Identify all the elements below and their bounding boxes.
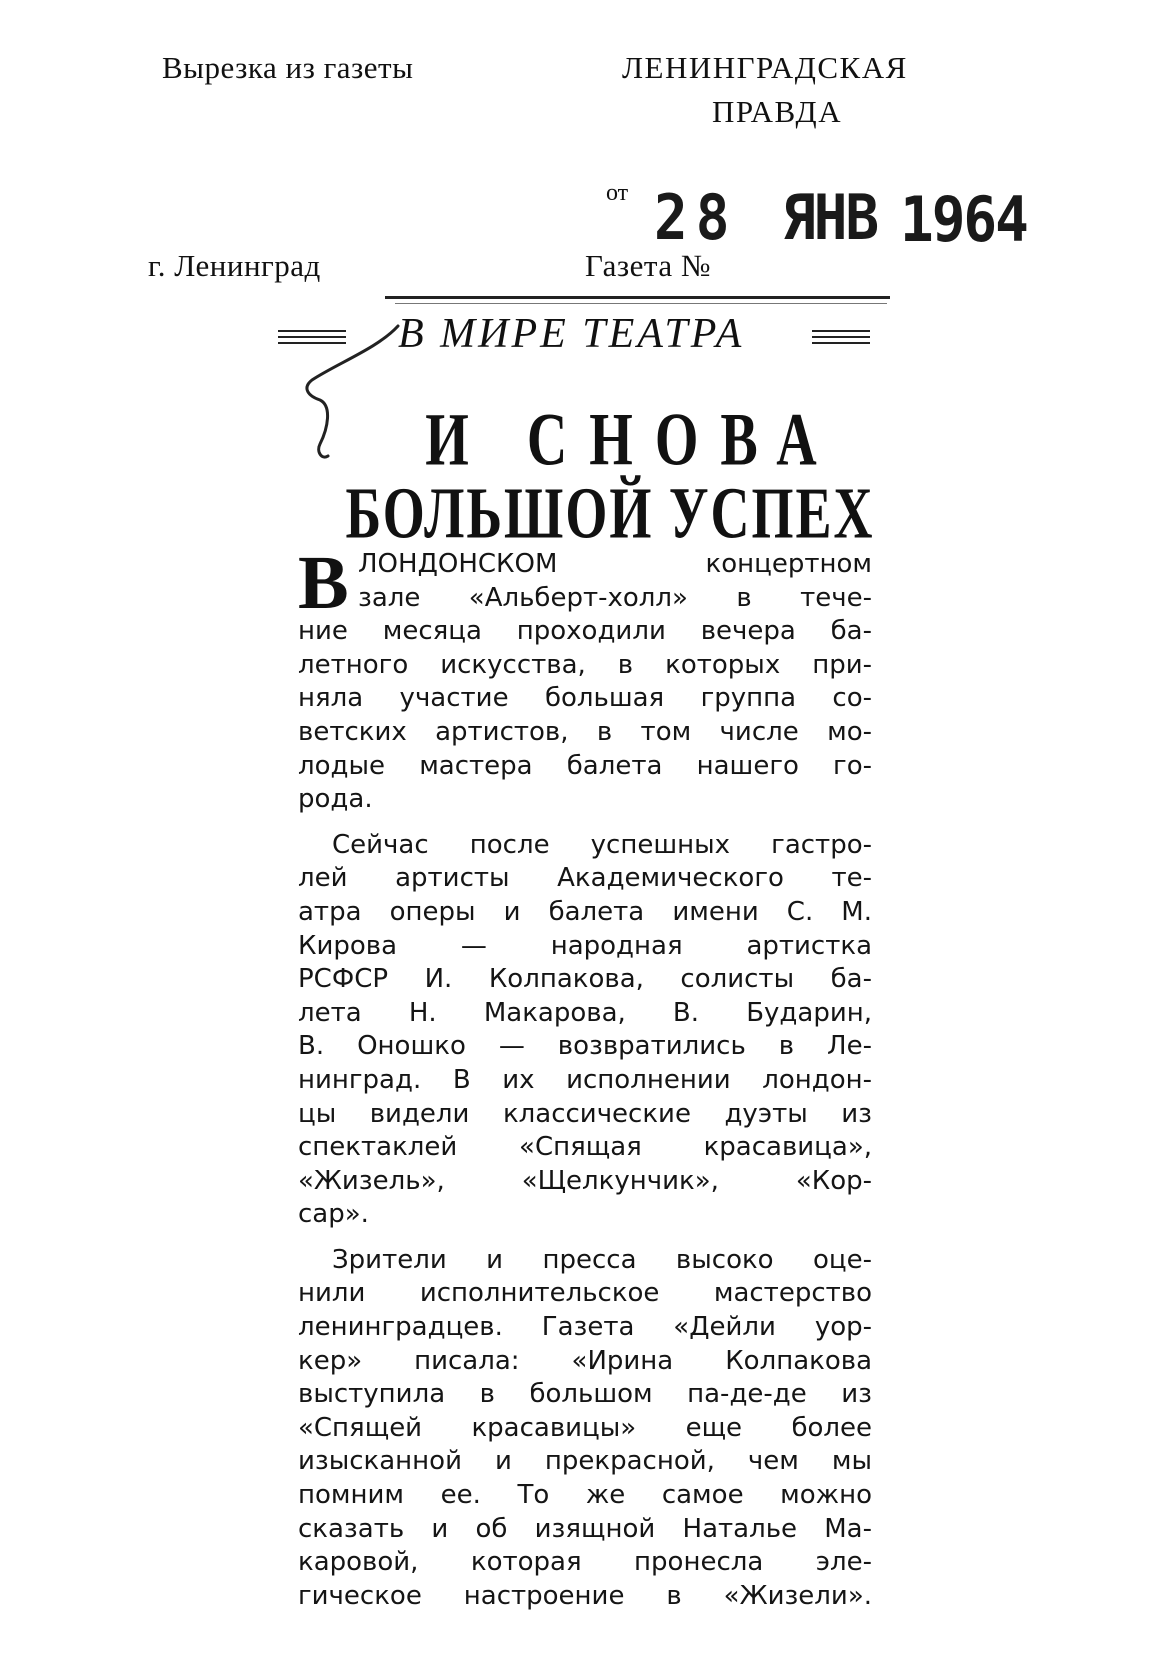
article-line: рода. xyxy=(298,784,373,815)
article-line: ленинградцев. Газета «Дейли уор- xyxy=(298,1312,872,1343)
article-line: летного искусства, в которых при- xyxy=(298,649,872,680)
section-ornament-right xyxy=(812,330,870,348)
newspaper-name-line1: ЛЕНИНГРАДСКАЯ xyxy=(622,50,908,85)
article-line: гическое настроение в «Жизели». xyxy=(298,1580,872,1611)
article-line: «Жизель», «Щелкунчик», «Кор- xyxy=(298,1165,872,1196)
issue-number-label: Газета № xyxy=(585,248,711,283)
article-line: изысканной и прекрасной, чем мы xyxy=(298,1446,872,1477)
date-stamp-year: 1964 xyxy=(900,184,1027,257)
article-line: ЛОНДОНСКОМ концертном xyxy=(358,549,872,579)
article-line: лей артисты Академического те- xyxy=(298,863,872,894)
article-line: «Спящей красавицы» еще более xyxy=(298,1412,872,1443)
date-stamp-day: 28 xyxy=(654,182,738,255)
article-line: РСФСР И. Колпакова, солисты ба- xyxy=(298,964,872,995)
article-line: цы видели классические дуэты из xyxy=(298,1098,872,1129)
article-line: нили исполнительское мастерство xyxy=(298,1278,872,1309)
article-line: спектаклей «Спящая красавица», xyxy=(298,1132,872,1163)
headline-line1: И СНОВА xyxy=(425,398,839,482)
article-line: ние месяца проходили вечера ба- xyxy=(298,616,872,647)
article-paragraph-1 xyxy=(298,541,872,817)
article-line: каровой, которая пронесла эле- xyxy=(298,1547,872,1578)
article-line: атра оперы и балета имени С. М. xyxy=(298,896,872,927)
article-body xyxy=(298,541,872,1613)
article-line: Зрители и пресса высоко оце- xyxy=(332,1244,872,1275)
section-title: В МИРЕ ТЕАТРА xyxy=(398,311,745,357)
article-line: лета Н. Макарова, В. Бударин, xyxy=(298,997,872,1028)
article-line: сар». xyxy=(298,1199,369,1230)
date-stamp-month: ЯНВ xyxy=(782,182,878,255)
header-rule xyxy=(385,296,890,299)
article-line: нинград. В их исполнении лондон- xyxy=(298,1064,872,1095)
article-line: лодые мастера балета нашего го- xyxy=(298,750,872,781)
article-line: помним ее. То же самое можно xyxy=(298,1480,872,1511)
drop-cap: В xyxy=(298,541,349,625)
article-line: няла участие большая группа со- xyxy=(298,683,872,714)
article-line: Кирова — народная артистка xyxy=(298,930,872,961)
article-line: кер» писала: «Ирина Колпакова xyxy=(298,1345,872,1376)
article-line: В. Оношко — возвратились в Ле- xyxy=(298,1031,872,1062)
article-paragraph-3 xyxy=(298,1244,872,1614)
newspaper-name-line2: ПРАВДА xyxy=(712,94,843,129)
article-paragraph-2 xyxy=(298,829,872,1232)
header-rule-thin xyxy=(395,303,887,304)
article-line: Сейчас после успешных гастро- xyxy=(332,829,872,860)
article-line: ветских артистов, в том числе мо- xyxy=(298,716,872,747)
date-prefix: от xyxy=(606,180,629,206)
headline-line2: БОЛЬШОЙ УСПЕХ xyxy=(345,472,875,554)
article-line: выступила в большом па-де-де из xyxy=(298,1379,872,1410)
clipping-label: Вырезка из газеты xyxy=(162,50,414,85)
city-label: г. Ленинград xyxy=(148,248,321,283)
article-line: зале «Альберт-холл» в тече- xyxy=(358,582,872,613)
article-line: сказать и об изящной Наталье Ма- xyxy=(298,1513,872,1544)
